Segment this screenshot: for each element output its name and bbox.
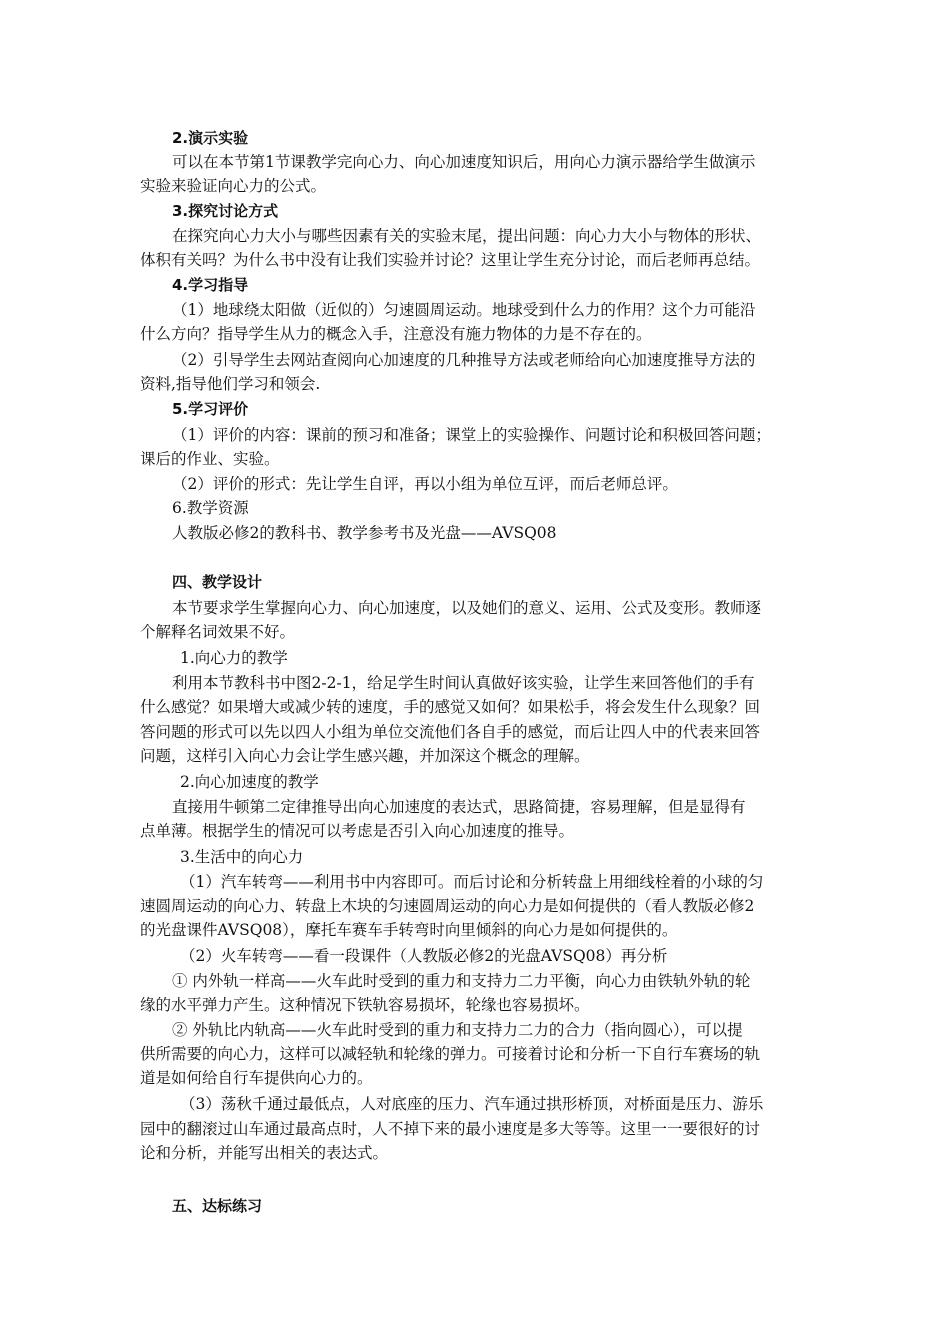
paragraph-line: 供所需要的向心力，这样可以减轻轨和轮缘的弹力。可接着讨论和分析一下自行车赛场的轨 xyxy=(140,1045,761,1063)
heading-demo-experiment: 2.演示实验 xyxy=(172,129,249,147)
paragraph-line: 论和分析，并能写出相关的表达式。 xyxy=(140,1144,389,1162)
paragraph-line: 的光盘课件AVSQ08），摩托车赛车手转弯时向里倾斜的向心力是如何提供的。 xyxy=(140,921,678,939)
subheading-force-in-life: 3.生活中的向心力 xyxy=(180,848,304,866)
paragraph-line: 利用本节教科书中图2-2-1，给足学生时间认真做好该实验，让学生来回答他们的手有 xyxy=(172,674,755,692)
paragraph-line: ① 内外轨一样高——火车此时受到的重力和支持力二力平衡，向心力由铁轨外轨的轮 xyxy=(172,972,751,990)
paragraph-line: 什么感觉？如果增大或减少转的速度，手的感觉又如何？如果松手，将会发生什么现象？回 xyxy=(140,698,761,716)
paragraph-line: （1）评价的内容：课前的预习和准备；课堂上的实验操作、问题讨论和积极回答问题； xyxy=(172,426,771,444)
paragraph-line: （3）荡秋千通过最低点，人对底座的压力、汽车通过拱形桥顶，对桥面是压力、游乐 xyxy=(180,1095,764,1113)
paragraph-line: 资料,指导他们学习和领会. xyxy=(140,375,321,393)
paragraph-line: 可以在本节第1节课教学完向心力、向心加速度知识后，用向心力演示器给学生做演示 xyxy=(172,153,756,171)
heading-discussion-method: 3.探究讨论方式 xyxy=(172,202,279,220)
heading-learning-evaluation: 5.学习评价 xyxy=(172,400,249,418)
paragraph-line: 实验来验证向心力的公式。 xyxy=(140,177,327,195)
paragraph-line: （1）汽车转弯——利用书中内容即可。而后讨论和分析转盘上用细线栓着的小球的匀 xyxy=(180,873,764,891)
paragraph-line: 体积有关吗？为什么书中没有让我们实验并讨论？这里让学生充分讨论，而后老师再总结。 xyxy=(140,251,761,269)
heading-learning-guidance: 4.学习指导 xyxy=(172,276,249,294)
subheading-teaching-resources: 6.教学资源 xyxy=(172,499,249,517)
section-heading-teaching-design: 四、教学设计 xyxy=(172,573,263,591)
paragraph-line: 点单薄。根据学生的情况可以考虑是否引入向心加速度的推导。 xyxy=(140,822,575,840)
paragraph-line: 什么方向？指导学生从力的概念入手，注意没有施力物体的力是不存在的。 xyxy=(140,325,652,343)
section-heading-practice: 五、达标练习 xyxy=(172,1197,263,1215)
paragraph-line: 直接用牛顿第二定律推导出向心加速度的表达式，思路简捷，容易理解，但是显得有 xyxy=(172,798,746,816)
paragraph-line: （1）地球绕太阳做（近似的）匀速圆周运动。地球受到什么力的作用？这个力可能沿 xyxy=(172,301,756,319)
paragraph-line: 问题，这样引入向心力会让学生感兴趣，并加深这个概念的理解。 xyxy=(140,747,590,765)
subheading-centripetal-force: 1.向心力的教学 xyxy=(180,649,288,667)
paragraph-line: 缘的水平弹力产生。这种情况下铁轨容易损坏，轮缘也容易损坏。 xyxy=(140,996,590,1014)
subheading-centripetal-acceleration: 2.向心加速度的教学 xyxy=(180,773,319,791)
paragraph-line: 速圆周运动的向心力、转盘上木块的匀速圆周运动的向心力是如何提供的（看人教版必修2 xyxy=(140,897,755,915)
paragraph-line: （2）引导学生去网站查阅向心加速度的几种推导方法或老师给向心加速度推导方法的 xyxy=(172,351,756,369)
paragraph-line: 个解释名词效果不好。 xyxy=(140,623,296,641)
paragraph-line: （2）评价的形式：先让学生自评，再以小组为单位互评，而后老师总评。 xyxy=(172,475,678,493)
paragraph-line: 本节要求学生掌握向心力、向心加速度，以及她们的意义、运用、公式及变形。教师逐 xyxy=(172,599,762,617)
paragraph-line: 人教版必修2的教科书、教学参考书及光盘——AVSQ08 xyxy=(172,524,557,542)
paragraph-line: 在探究向心力大小与哪些因素有关的实验末尾，提出问题：向心力大小与物体的形状、 xyxy=(172,227,762,245)
paragraph-line: 道是如何给自行车提供向心力的。 xyxy=(140,1069,373,1087)
paragraph-line: （2）火车转弯——看一段课件（人教版必修2的光盘AVSQ08）再分析 xyxy=(180,947,668,965)
paragraph-line: 园中的翻滚过山车通过最高点时，人不掉下来的最小速度是多大等等。这里一一要很好的讨 xyxy=(140,1120,761,1138)
paragraph-line: ② 外轨比内轨高——火车此时受到的重力和支持力二力的合力（指向圆心），可以提 xyxy=(172,1021,743,1039)
paragraph-line: 答问题的形式可以先以四人小组为单位交流他们各自手的感觉，而后让四人中的代表来回答 xyxy=(140,723,761,741)
paragraph-line: 课后的作业、实验。 xyxy=(140,450,280,468)
